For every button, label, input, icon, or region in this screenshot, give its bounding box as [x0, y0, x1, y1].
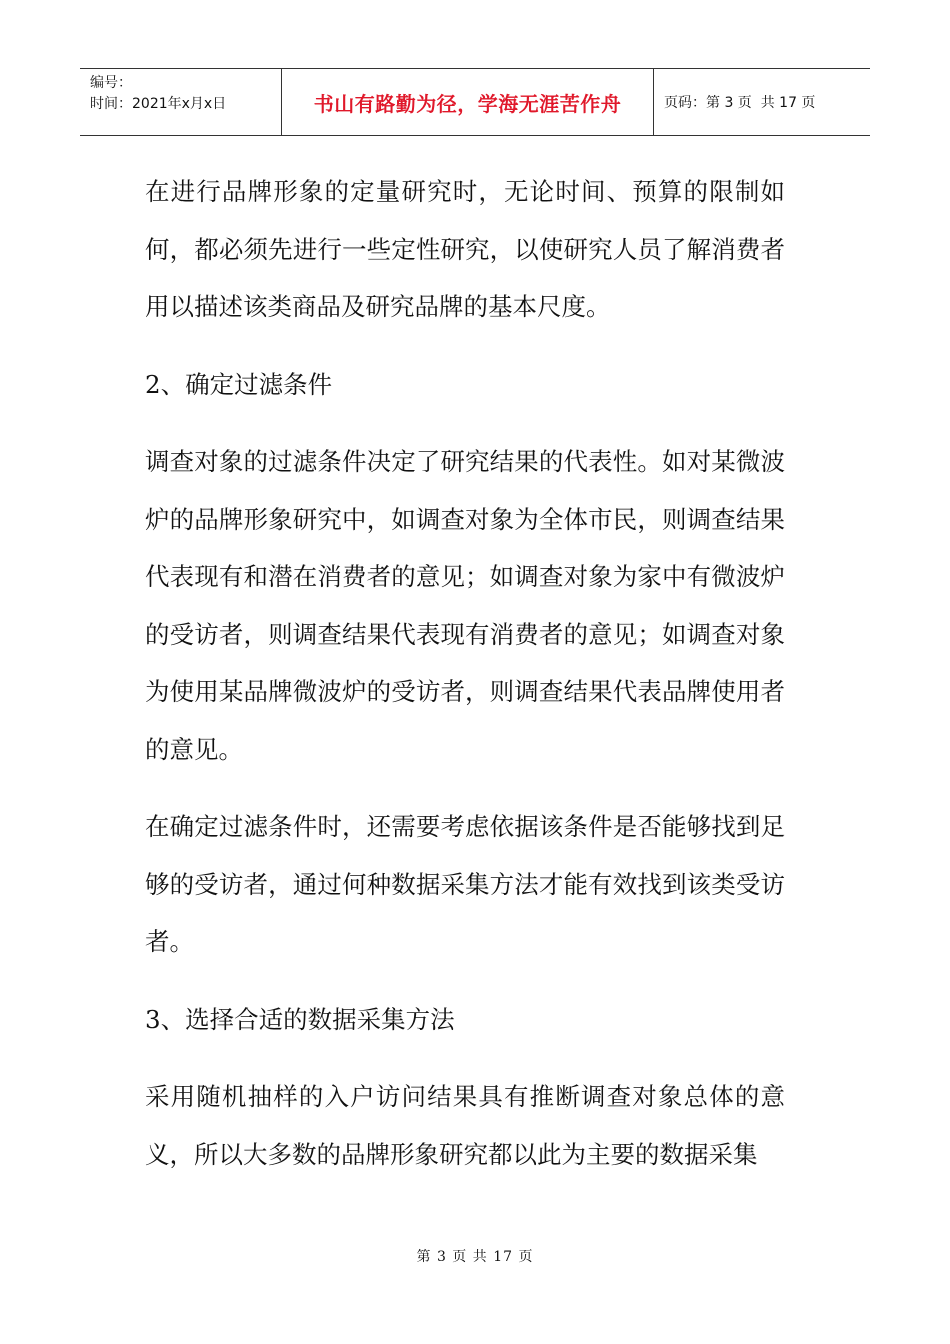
header-page-info: 页码：第 3 页 共 17 页 [664, 95, 816, 111]
footer-page-number: 第 3 页 共 17 页 [416, 1249, 534, 1265]
paragraph: 调查对象的过滤条件决定了研究结果的代表性。如对某微波炉的品牌形象研究中，如调查对象为全体市民，则调查结果代表现有和潜在消费者的意见；如调查对象为家中有微波炉的受访者，则调查结果代表现有消费者的意见；如调查对象为使用某品牌微波炉的受访者，则调查结果代表品牌使用者的意见。 [145, 447, 785, 764]
document-body [145, 163, 785, 1203]
paragraph: 在确定过滤条件时，还需要考虑依据该条件是否能够找到足够的受访者，通过何种数据采集方法才能有效找到该类受访者。 [145, 812, 785, 956]
page-header [80, 68, 870, 136]
paragraph: 在进行品牌形象的定量研究时，无论时间、预算的限制如何，都必须先进行一些定性研究，以使研究人员了解消费者用以描述该类商品及研究品牌的基本尺度。 [145, 177, 785, 321]
document-number-label: 编号： [90, 75, 132, 91]
header-page-info-cell [654, 69, 870, 135]
section-heading: 2、确定过滤条件 [145, 369, 333, 399]
document-time-label: 时间：2021年x月x日 [90, 96, 227, 112]
header-motto: 书山有路勤为径，学海无涯苦作舟 [282, 69, 654, 135]
section-heading: 3、选择合适的数据采集方法 [145, 1004, 455, 1034]
page-footer [0, 1246, 950, 1266]
header-meta-cell [80, 69, 282, 135]
paragraph: 采用随机抽样的入户访问结果具有推断调查对象总体的意义，所以大多数的品牌形象研究都以此为主要的数据采集 [145, 1082, 785, 1169]
